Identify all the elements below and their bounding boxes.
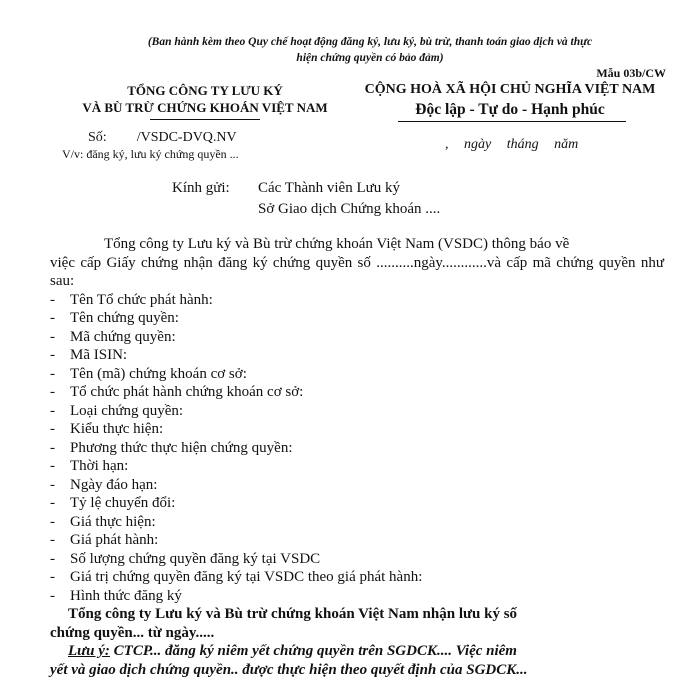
list-item: - Tổ chức phát hành chứng khoán cơ sở: xyxy=(50,383,664,402)
list-item: - Mã chứng quyền: xyxy=(50,328,664,347)
intro-first-line: Tổng công ty Lưu ký và Bù trừ chứng khoán Việt Nam (VSDC) thông báo về xyxy=(104,236,570,252)
list-item: - Hình thức đăng ký xyxy=(50,587,664,606)
warrant-field-list xyxy=(50,291,664,606)
list-item: - Tên Tổ chức phát hành: xyxy=(50,291,664,310)
document-number-label: Số: xyxy=(88,130,107,145)
date-line: , ngày tháng năm xyxy=(445,137,579,152)
note-text: CTCP... đăng ký niêm yết chứng quyền trên SGDCK.... Việc niêm xyxy=(109,643,517,659)
closing-statement: Tổng công ty Lưu ký và Bù trừ chứng khoán Việt Nam nhận lưu ký số xyxy=(68,606,518,622)
note-label: Lưu ý: xyxy=(68,643,110,659)
note-continuation: yết và giao dịch chứng quyền.. được thực hiện theo quyết định của SGDCK... xyxy=(50,661,528,678)
national-heading xyxy=(345,80,675,120)
document-subject: V/v: đăng ký, lưu ký chứng quyền ... xyxy=(62,147,239,161)
list-item: - Giá thực hiện: xyxy=(50,513,664,532)
nation-motto: Độc lập - Tự do - Hạnh phúc xyxy=(415,101,605,118)
regulation-note xyxy=(70,34,670,66)
organization-divider xyxy=(150,119,260,120)
list-item: - Mã ISIN: xyxy=(50,346,664,365)
nation-name: CỘNG HOÀ XÃ HỘI CHỦ NGHĨA VIỆT NAM xyxy=(364,82,656,97)
list-item: - Tỷ lệ chuyển đổi: xyxy=(50,494,664,513)
list-item: - Kiểu thực hiện: xyxy=(50,420,664,439)
intro-continuation: việc cấp Giấy chứng nhận đăng ký chứng quyền số ..........ngày............và cấp mã chứng quyền như sau: xyxy=(50,254,664,289)
regulation-note-line: (Ban hành kèm theo Quy chế hoạt động đăng ký, lưu ký, bù trừ, thanh toán giao dịch và thực xyxy=(147,36,593,48)
document-body xyxy=(50,235,664,679)
regulation-note-line: hiện chứng quyền có bảo đảm) xyxy=(296,52,444,64)
motto-divider xyxy=(398,121,626,122)
form-code: Mẫu 03b/CW xyxy=(596,66,666,80)
list-item: - Phương thức thực hiện chứng quyền: xyxy=(50,439,664,458)
recipients-label: Kính gửi: xyxy=(172,180,230,196)
closing-continuation: chứng quyền... từ ngày..... xyxy=(50,624,215,641)
recipient-line: Sở Giao dịch Chứng khoán .... xyxy=(258,201,441,217)
list-item: - Thời hạn: xyxy=(50,457,664,476)
list-item: - Giá trị chứng quyền đăng ký tại VSDC theo giá phát hành: xyxy=(50,568,664,587)
organization-line: TỔNG CÔNG TY LƯU KÝ xyxy=(127,83,283,98)
note-paragraph xyxy=(68,642,664,661)
recipient-line: Các Thành viên Lưu ký xyxy=(258,180,400,196)
issuing-organization xyxy=(70,82,340,116)
document-number-value: /VSDC-DVQ.NV xyxy=(136,130,237,145)
list-item: - Giá phát hành: xyxy=(50,531,664,550)
recipients xyxy=(172,178,440,220)
organization-line: VÀ BÙ TRỪ CHỨNG KHOÁN VIỆT NAM xyxy=(82,100,328,115)
document-number xyxy=(88,130,237,146)
list-item: - Loại chứng quyền: xyxy=(50,402,664,421)
list-item: - Tên chứng quyền: xyxy=(50,309,664,328)
list-item: - Tên (mã) chứng khoán cơ sở: xyxy=(50,365,664,384)
list-item: - Ngày đáo hạn: xyxy=(50,476,664,495)
list-item: - Số lượng chứng quyền đăng ký tại VSDC xyxy=(50,550,664,569)
